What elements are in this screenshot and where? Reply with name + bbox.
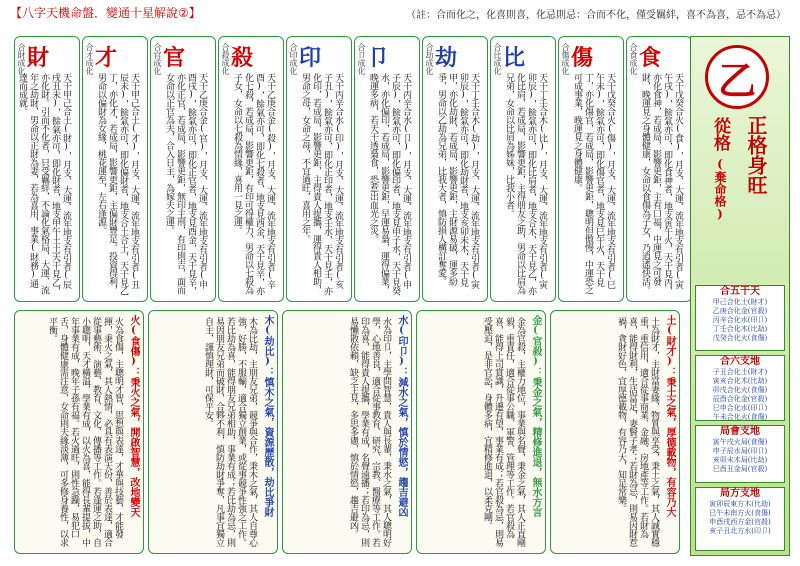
star-tag: 合卩成化 — [357, 43, 366, 75]
chart-frame — [4, 24, 796, 562]
star-panel — [218, 36, 284, 302]
combination-box — [695, 285, 785, 351]
combination-line: 丙辛合化水(印卩) — [712, 316, 768, 324]
star-glyph: 官 — [163, 45, 186, 71]
combination-box — [695, 425, 785, 483]
star-glyph: 才 — [95, 45, 118, 71]
combination-line: 乙庚合化金(官殺) — [712, 307, 768, 315]
day-stem-badge: 乙 — [705, 45, 769, 109]
element-title: 水(印卩)：減水之氣，慎於情慾，趨吉避凶 — [396, 315, 407, 517]
element-panel — [148, 310, 278, 554]
combination-label: 局方支地 — [720, 488, 760, 499]
star-panel — [354, 36, 420, 302]
combination-line: 亥子丑北方水(印卩) — [709, 527, 771, 535]
combination-line: 申子辰水局(印卩) — [712, 447, 768, 455]
element-description: 水為印卩，主學問智慧，貴人與長輩，秉水之氣，其人聰明好學，心地善良，適合從事教育、研究、宗教、醫療等工作。若印為喜，能得貴人提攜，學業有成，名聲遠播；若印為忌，則易懶散依賴，缺乏主見，多思多慮，慎於情慾，趨吉避凶。 — [348, 317, 391, 547]
combination-line: 午未合化火(食傷) — [712, 413, 768, 421]
element-title: 木(劫比)：慎木之氣，資源歷散，劫比爭財 — [262, 315, 273, 517]
element-panel — [550, 310, 680, 554]
star-tag: 合才成化 — [85, 43, 94, 75]
star-panel — [14, 36, 80, 302]
sidebar-title-sub-note: (棄命格) — [713, 157, 727, 221]
combination-label: 合五干天 — [720, 286, 760, 297]
star-tag: 合劫成化 — [425, 43, 434, 75]
star-description: 天干乙庚合金(殺)，月支、大運、流年地支有引者(辛酉)，餘氣亦可，即化七殺者，地支見酉金，天干見辛，亦化七殺，若成局，影響更鉅，有印可得權力，男命以七殺為子女，女命以七殺為情緣，喜用一見之運。 — [232, 73, 275, 295]
combination-line: 巳午未南方火(食傷) — [709, 509, 771, 517]
combination-line: 申酉戌西方金(官殺) — [709, 518, 771, 526]
star-panel — [422, 36, 488, 302]
element-panel — [14, 310, 144, 554]
star-glyph: 卩 — [367, 45, 390, 71]
star-panel — [558, 36, 624, 302]
star-glyph: 食 — [639, 45, 662, 71]
element-title: 火(食傷)：秉火之氣，開啟智慧，改地變天 — [128, 315, 139, 517]
star-tag: 合印成化 — [289, 43, 298, 75]
sidebar-title-sub: 從格 — [710, 117, 730, 151]
star-tag: 合食成化 — [629, 43, 638, 75]
header — [0, 0, 800, 22]
star-panel — [490, 36, 556, 302]
star-tag: 合官成化 — [153, 43, 162, 75]
star-panel — [626, 36, 692, 302]
page-title: 【八字天機命盤．變通十星解說②】 — [10, 6, 201, 20]
star-panel — [150, 36, 216, 302]
sidebar — [690, 36, 790, 556]
combination-line: 卯戌合化火(食傷) — [712, 386, 768, 394]
star-description: 天干乙庚合金(官)，月支、大運、流年地支有引者(申酉戌)，餘氣亦可，即化正官者，地支見酉金，天干見辛，亦化正官，若成局，影響更鉅，無印主刑，有印則吉，面而女命以正官為夫，合入日主，為嫁夫之運。 — [164, 73, 207, 295]
combination-label: 合六支地 — [720, 356, 760, 367]
star-description: 天干甲己合土(才)，月支、大運、流年地支有引者(丑辰未)，餘氣亦可，即化偏財者，地支合土合土，天干見乙丁，亦化才，若成局，影響更鉅，主偏財豐足。投資得利，男命以偏財為女緣，桃花運至，左右逢源。 — [96, 73, 139, 295]
element-title: 土(財才)：秉土之氣，厚德載物，有容乃大 — [664, 315, 675, 517]
combination-box — [695, 355, 785, 421]
combination-line: 辰酉合化金(官殺) — [712, 395, 768, 403]
star-description: 天干丁壬合木(比)，月支、大運、流年地支有引者(寅卯辰)，餘氣亦可，即化比肩者，地支合木，天干見乙，亦化比肩，若成局，影響更鉅，主得朋友之助，男命以比肩為兄弟，女命以比肩為姊妹，比我小者。 — [504, 73, 547, 295]
header-note: （註：合而化之，化喜則喜，化忌則忌：合而不化，僅受羈絆，喜不為喜，忌不為忌） — [406, 10, 786, 21]
element-title: 金(官殺)：秉金之氣，精修進退，無水方言 — [530, 315, 541, 517]
combination-line: 寅卯辰東方木(比劫) — [709, 500, 771, 508]
star-panel — [286, 36, 352, 302]
star-panel — [82, 36, 148, 302]
star-glyph: 殺 — [231, 45, 254, 71]
star-tag: 合財成化 — [17, 43, 26, 75]
element-panel — [416, 310, 546, 554]
combination-line: 丁壬合化木(比劫) — [712, 325, 768, 333]
star-description: 天干戊癸合火(傷)，月支、大運、流年地支有引者(巳午未)，餘氣亦可，即化傷官者，地支見巳午火，天干見丁，亦化傷官，若成局，影響更鉅，聰明但傲慢，中運恐之可成事業，晚運見之身體健康。 — [572, 73, 615, 294]
star-description: 天干丙辛合水(印)，月支、大運、流年地支有引者(亥子丑)，餘氣亦可，即化正印者，地支壬水，天干見壬，亦化印，若成局，影響更鉅，主得貴人提攜，運得貴人相助，男命之母，女命之母，不宜過旺，喜用之年。 — [300, 73, 343, 295]
combination-line: 戊癸合化火(食傷) — [712, 334, 768, 342]
element-description: 火為食傷，主聰明才智，思想與表達，才華與技藝，才能發揮，秉火之氣，其人熱情，必具有表演天份，善於表達，適合從事藝術、演藝、教育、文化、傳播等工作。若逢運之助，自小聰明，天才橫溢，學業有成，以火為喜，能得長輩提拔，中年事業有成，晚年子孫有福。若火過旺，則性急躁，易犯口舌，身體健康需注意，女命則夫緣淡薄，可多修身養性，以求平衡。 — [47, 317, 123, 547]
star-description: 天干丁壬合木(劫)，月支、大運、流年地支有引者(寅卯辰)，餘氣亦可，即化劫財者，地支亥卯未木，天干見甲，亦化劫財，若成局，影響更鉅，主財源易破，運多紛爭，男命以乙劫為兄弟，比我大者，慎防損人構訂奪愛。 — [436, 73, 479, 289]
combination-line: 亥卯未木局(比劫) — [712, 456, 768, 464]
star-glyph: 傷 — [571, 45, 594, 71]
combination-line: 甲己合化土(財才) — [712, 298, 768, 306]
combination-line: 寅午戌火局(食傷) — [712, 438, 768, 446]
star-tag: 合殺成化 — [221, 43, 230, 75]
star-tag: 合比成化 — [493, 43, 502, 75]
combination-label: 局會支地 — [720, 426, 760, 437]
combination-line: 巳酉丑金局(官殺) — [712, 465, 768, 473]
star-description: 天干丙辛合水(卩)，月支、大運、流年地支有引者(申子辰)，餘氣亦可，即化偏印者，地支見申子水，天干見癸水，亦化偏印，若成局，影響更鉅，早運易梟，運得偏業，晚運多病，若天干透梟食，恐惹出血光之災。 — [368, 73, 411, 295]
combination-line: 巳申合化水(印卩) — [712, 404, 768, 412]
element-description: 金為官殺，主權力地位，事業與名聲，秉金之氣，其人正直剛毅，重責任，適合從事公職、軍警、管理等工作。若官殺為喜，能得上司賞識，升遷有望，事業有成；若官殺為忌，則易受壓迫，是非官訟，身體多病，宜精修進退，以柔克剛。 — [482, 317, 525, 547]
combination-box — [695, 487, 785, 551]
star-description: 天干甲己合土(財)，月支、大運、流年地支有引者(辰戌丑未)，餘氣亦可，即化財者，地支甲午土土天干見乙，亦化財。引而不化者，只受羈絆，不論化氣格局，大運、流年之劫財，男命以正財為妻，若為喜用，事業(財務)通達而成就。 — [17, 73, 71, 295]
element-description: 木為比劫，主朋友兄弟，競爭與合作，秉木之氣，其人自尊心強，好勝，不服輸，適合獨立創業，或從事競爭性強之工作。若比劫為喜，能得朋友兄弟相助，事業有成；若比劫為忌，則易因朋友兄弟而破財，合夥不利，慎防劫財爭奪，凡事宜獨立自主，謹慎理財，可保平安。 — [203, 317, 257, 547]
star-tag: 合傷成化 — [561, 43, 570, 75]
combination-line: 子丑合化土(財才) — [712, 368, 768, 376]
sidebar-title-main: 正格身旺 — [744, 115, 768, 195]
star-description: 天干戊癸合火(食)，月支、大運、流年地支有引者(寅午戌)，餘氣亦可，即化食神者，地支寅午火，天干見丙，亦化食神，若成局，影響更鉅，主有口福，中運見之可發財，晚運見之身體健康，女命以食傷為子女，乃逍遙快活。 — [640, 73, 683, 295]
element-panel — [282, 310, 412, 554]
combination-line: 寅亥合化木(比劫) — [712, 377, 768, 385]
star-glyph: 劫 — [435, 45, 458, 71]
star-glyph: 財 — [27, 45, 50, 71]
element-description: 土為財才，主財富妻緣，物質與享受，秉土之氣，其人誠實穩重，重信用，適合從事商業、金融、房地產等工作。若財為喜，能得財利，生活富足，妻賢子孝；若財為忌，則易因財惹禍，貪財好色，宜厚德載物，有容乃大，知足常樂。 — [616, 317, 659, 547]
star-glyph: 比 — [503, 45, 526, 71]
star-glyph: 印 — [299, 45, 322, 71]
